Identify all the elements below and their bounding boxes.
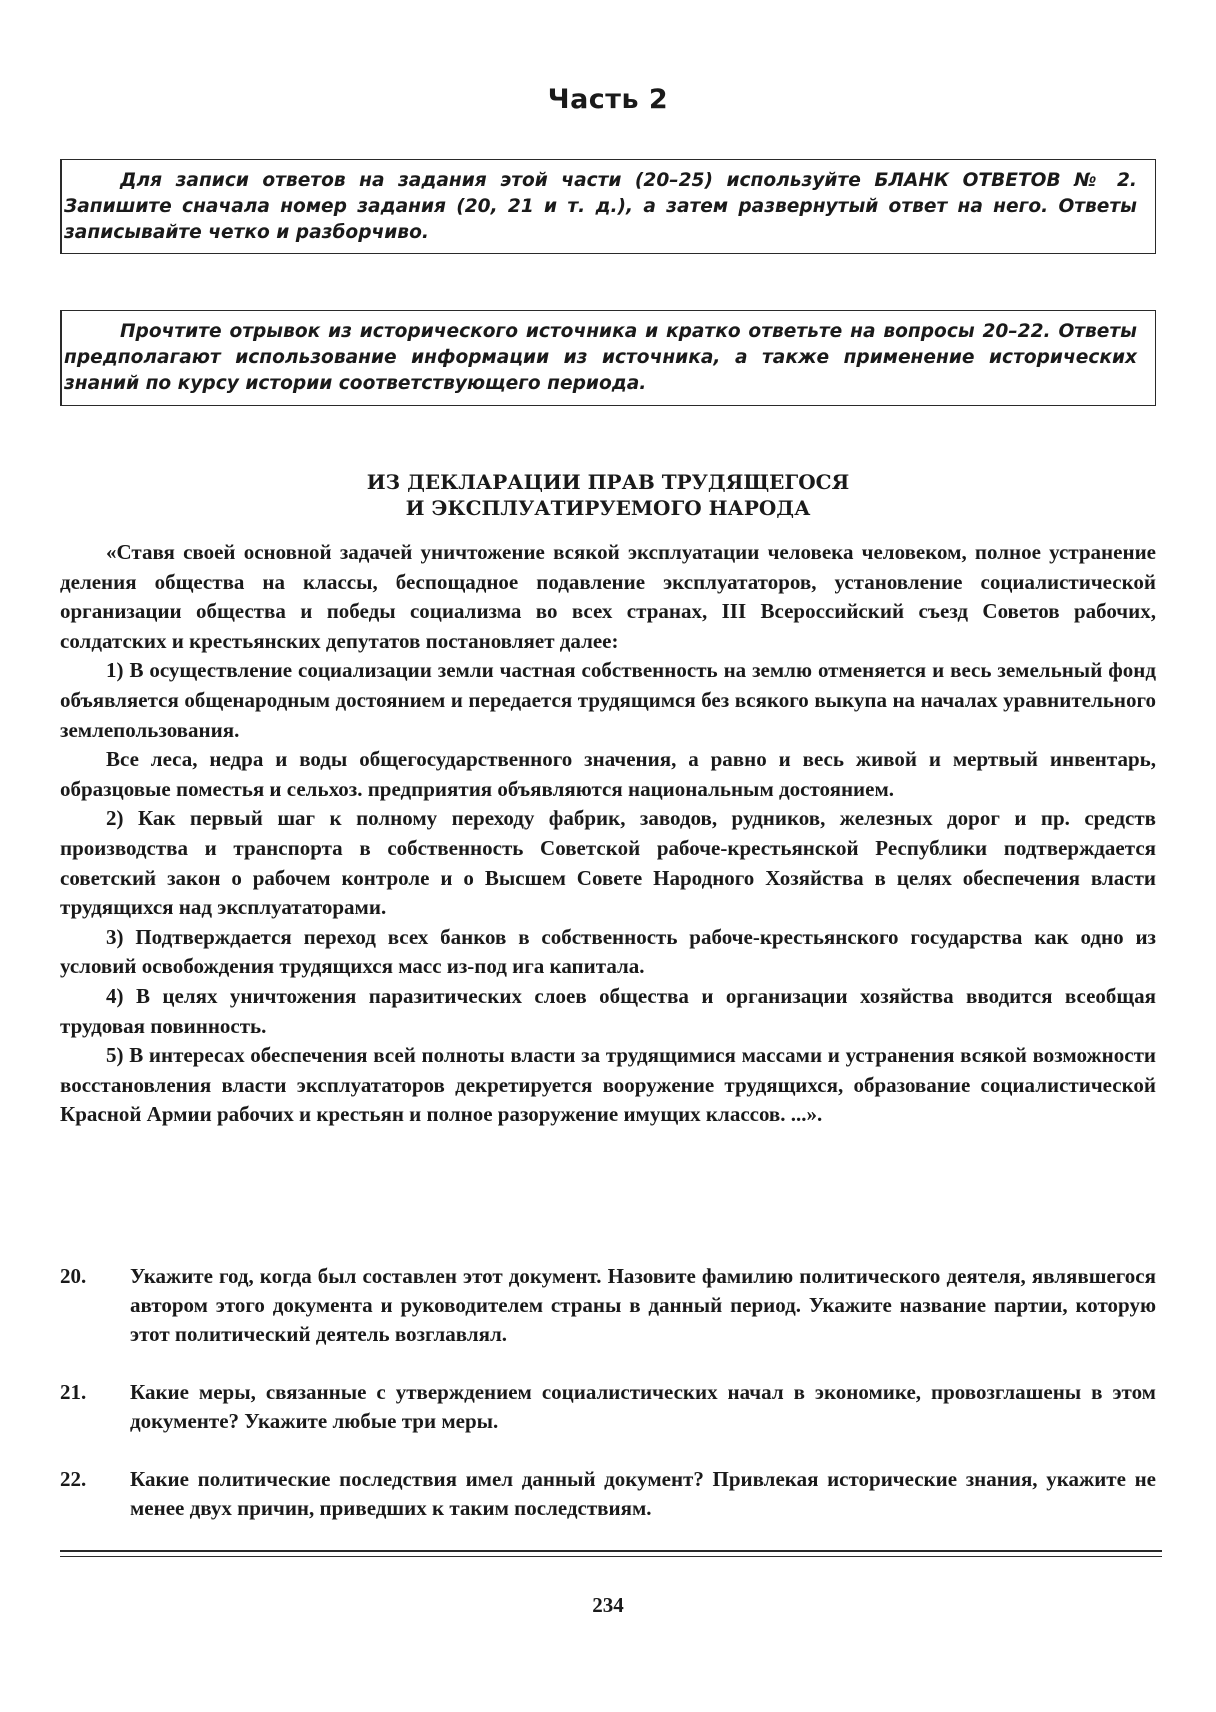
question-number: 22.: [60, 1467, 87, 1491]
question-number: 21.: [60, 1380, 87, 1404]
excerpt-paragraph: 2) Как первый шаг к полному переходу фабрик, заводов, рудников, железных дорог и пр. средств производства и транспорта в собственность Советской рабоче-крестьянской Республики подтверждается советский закон о рабочем контроле и о Высшем Совете Народного Хозяйства в целях обеспечения власти трудящихся над эксплуататорами.: [60, 806, 1156, 920]
answer-form-instructions-text: Для записи ответов на задания этой части (20–25) используйте БЛАНК ОТВЕТОВ № 2. Запишите сначала номер задания (20, 21 и т. д.), а затем развернутый ответ на него. Ответы записывайте четко и разборчиво.: [64, 170, 1137, 243]
document-title-line-2: И ЭКСПЛУАТИРУЕМОГО НАРОДА: [405, 496, 811, 520]
excerpt-paragraph: Все леса, недра и воды общегосударственного значения, а равно и весь живой и мертвый инвентарь, образцовые поместья и сельхоз. предприятия объявляются национальным достоянием.: [60, 747, 1156, 801]
question-item: [60, 1378, 1156, 1436]
excerpt-paragraph: 4) В целях уничтожения паразитических слоев общества и организации хозяйства вводится всеобщая трудовая повинность.: [60, 983, 1156, 1038]
answer-form-instructions-box: [60, 159, 1156, 254]
source-task-instructions-text: Прочтите отрывок из исторического источника и кратко ответьте на вопросы 20–22. Ответы предполагают использование информации из источника, а также применение исторических знаний по курсу истории соответствующего периода.: [64, 321, 1137, 394]
footer-divider-thin: [60, 1556, 1162, 1557]
questions-list: [60, 1262, 1156, 1552]
page-number: 234: [592, 1593, 624, 1617]
document-title-line-1: ИЗ ДЕКЛАРАЦИИ ПРАВ ТРУДЯЩЕГОСЯ: [366, 470, 850, 494]
question-item: [60, 1465, 1156, 1523]
excerpt-paragraph: 1) В осуществление социализации земли частная собственность на землю отменяется и весь земельный фонд объявляется общенародным достоянием и передается трудящимся без всякого выкупа на началах уравнительного землепользования.: [60, 658, 1156, 742]
question-number: 20.: [60, 1264, 87, 1288]
document-title: [0, 469, 1216, 521]
question-text: Укажите год, когда был составлен этот документ. Назовите фамилию политического деятеля, являвшегося автором этого документа и руководителем страны в данный период. Укажите название партии, которую этот политический деятель возглавлял.: [130, 1264, 1156, 1346]
part-title: Часть 2: [547, 84, 669, 115]
question-item: [60, 1262, 1156, 1349]
question-text: Какие политические последствия имел данный документ? Привлекая исторические знания, укажите не менее двух причин, приведших к таким последствиям.: [130, 1467, 1156, 1520]
question-text: Какие меры, связанные с утверждением социалистических начал в экономике, провозглашены в этом документе? Укажите любые три меры.: [130, 1380, 1156, 1433]
footer-divider-thick: [60, 1550, 1162, 1552]
excerpt-paragraph: 3) Подтверждается переход всех банков в собственность рабоче-крестьянского государства как одно из условий освобождения трудящихся масс из-под ига капитала.: [60, 924, 1156, 979]
excerpt-paragraph: «Ставя своей основной задачей уничтожение всякой эксплуатации человека человеком, полное устранение деления общества на классы, беспощадное подавление эксплуататоров, установление социалистической организации общества и победы социализма во всех странах, III Всероссийский съезд Советов рабочих, солдатских и крестьянских депутатов постановляет далее:: [60, 540, 1156, 653]
document-excerpt: [60, 538, 1156, 1130]
excerpt-paragraph: 5) В интересах обеспечения всей полноты власти за трудящимися массами и устранения всякой возможности восстановления власти эксплуататоров декретируется вооружение трудящихся, образование социалистической Красной Армии рабочих и крестьян и полное разоружение имущих классов. ...».: [60, 1043, 1156, 1127]
source-task-instructions-box: [60, 310, 1156, 406]
